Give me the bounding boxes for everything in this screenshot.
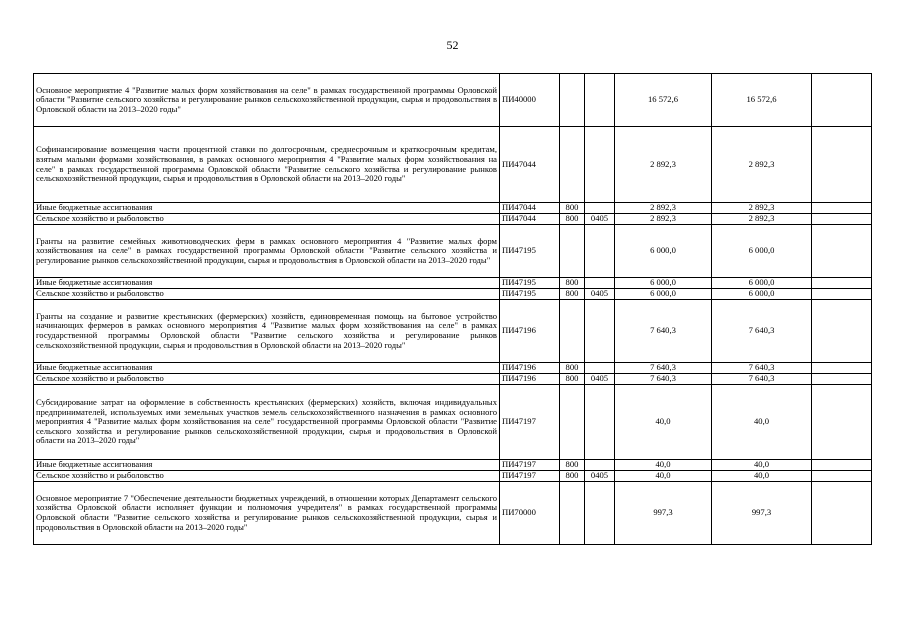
row-sum-2: 6 000,0 — [712, 278, 812, 289]
table-row — [34, 203, 872, 214]
row-vr: 800 — [560, 374, 585, 385]
row-code: ПИ70000 — [500, 482, 560, 545]
table-row — [34, 471, 872, 482]
row-code: ПИ47195 — [500, 278, 560, 289]
row-empty-cell — [812, 482, 872, 545]
table-row — [34, 482, 872, 545]
row-sum-1: 40,0 — [615, 471, 712, 482]
row-rz — [585, 127, 615, 203]
table-row — [34, 385, 872, 460]
row-vr: 800 — [560, 460, 585, 471]
row-sum-2: 7 640,3 — [712, 363, 812, 374]
row-sum-1: 7 640,3 — [615, 374, 712, 385]
row-code: ПИ47195 — [500, 225, 560, 278]
row-sum-1: 6 000,0 — [615, 225, 712, 278]
row-vr: 800 — [560, 203, 585, 214]
table-row — [34, 225, 872, 278]
row-sum-1: 7 640,3 — [615, 300, 712, 363]
row-code: ПИ40000 — [500, 74, 560, 127]
row-name: Иные бюджетные ассигнования — [34, 363, 500, 374]
row-rz — [585, 482, 615, 545]
row-sum-2: 7 640,3 — [712, 374, 812, 385]
row-sum-1: 16 572,6 — [615, 74, 712, 127]
row-empty-cell — [812, 225, 872, 278]
row-sum-2: 2 892,3 — [712, 203, 812, 214]
row-empty-cell — [812, 74, 872, 127]
row-empty-cell — [812, 460, 872, 471]
row-name: Основное мероприятие 4 "Развитие малых форм хозяйствования на селе" в рамках государственной программы Орловской области "Развитие сельского хозяйства и регулирование рынков сельскохозяйственной продукции, сырья и продовольствия в Орловской области на 2013–2020 годы" — [34, 74, 500, 127]
row-rz: 0405 — [585, 214, 615, 225]
row-sum-2: 997,3 — [712, 482, 812, 545]
row-sum-2: 40,0 — [712, 460, 812, 471]
row-code: ПИ47197 — [500, 460, 560, 471]
row-rz — [585, 385, 615, 460]
row-code: ПИ47195 — [500, 289, 560, 300]
row-sum-1: 40,0 — [615, 460, 712, 471]
row-rz — [585, 203, 615, 214]
row-vr — [560, 127, 585, 203]
row-sum-1: 6 000,0 — [615, 289, 712, 300]
row-code: ПИ47044 — [500, 127, 560, 203]
row-vr — [560, 74, 585, 127]
row-name: Субсидирование затрат на оформление в собственность крестьянских (фермерских) хозяйств, включая индивидуальных предпринимателей, используемых ими земельных участков земель сельскохозяйственного назначения в рамках основного мероприятия 4 "Развитие малых форм хозяйствования на селе" государственной программы Орловской области "Развитие сельского хозяйства и регулирование рынков сельскохозяйственной продукции, сырья и продовольствия в Орловской области на 2013–2020 годы" — [34, 385, 500, 460]
row-name: Сельское хозяйство и рыболовство — [34, 374, 500, 385]
table-row — [34, 460, 872, 471]
row-name: Основное мероприятие 7 "Обеспечение деятельности бюджетных учреждений, в отношении которых Департамент сельского хозяйства Орловской области исполняет функции и полномочия учредителя" в рамках государственной программы Орловской области "Развитие сельского хозяйства и регулирование рынков сельскохозяйственной продукции, сырья и продовольствия в Орловской области на 2013–2020 годы" — [34, 482, 500, 545]
row-vr — [560, 385, 585, 460]
row-sum-2: 2 892,3 — [712, 127, 812, 203]
row-name: Сельское хозяйство и рыболовство — [34, 471, 500, 482]
row-empty-cell — [812, 374, 872, 385]
row-sum-2: 2 892,3 — [712, 214, 812, 225]
row-empty-cell — [812, 471, 872, 482]
row-vr — [560, 482, 585, 545]
row-code: ПИ47197 — [500, 471, 560, 482]
row-name: Гранты на создание и развитие крестьянских (фермерских) хозяйств, единовременная помощь на бытовое устройство начинающих фермеров в рамках основного мероприятия 4 "Развитие малых форм хозяйствования на селе" в рамках государственной программы Орловской области "Развитие сельского хозяйства и регулирование рынков сельскохозяйственной продукции, сырья и продовольствия в Орловской области на 2013–2020 годы" — [34, 300, 500, 363]
row-code: ПИ47196 — [500, 363, 560, 374]
row-name: Иные бюджетные ассигнования — [34, 278, 500, 289]
table-row — [34, 363, 872, 374]
table-row — [34, 289, 872, 300]
row-empty-cell — [812, 300, 872, 363]
row-rz — [585, 460, 615, 471]
row-rz — [585, 300, 615, 363]
row-name: Сельское хозяйство и рыболовство — [34, 214, 500, 225]
row-rz: 0405 — [585, 471, 615, 482]
page-number: 52 — [446, 38, 459, 52]
row-vr: 800 — [560, 278, 585, 289]
row-code: ПИ47196 — [500, 374, 560, 385]
row-sum-2: 6 000,0 — [712, 289, 812, 300]
row-rz — [585, 363, 615, 374]
row-name: Иные бюджетные ассигнования — [34, 203, 500, 214]
row-sum-1: 997,3 — [615, 482, 712, 545]
row-empty-cell — [812, 203, 872, 214]
row-name: Иные бюджетные ассигнования — [34, 460, 500, 471]
table-row — [34, 278, 872, 289]
row-name: Гранты на развитие семейных животноводческих ферм в рамках основного мероприятия 4 "Развитие малых форм хозяйствования на селе" в рамках государственной программы Орловской области "Развитие сельского хозяйства и регулирование рынков сельскохозяйственной продукции, сырья и продовольствия в Орловской области на 2013–2020 годы" — [34, 225, 500, 278]
row-sum-1: 7 640,3 — [615, 363, 712, 374]
row-rz: 0405 — [585, 374, 615, 385]
row-vr: 800 — [560, 363, 585, 374]
row-sum-2: 6 000,0 — [712, 225, 812, 278]
row-sum-1: 6 000,0 — [615, 278, 712, 289]
row-sum-2: 40,0 — [712, 471, 812, 482]
row-empty-cell — [812, 214, 872, 225]
row-name: Софинансирование возмещения части процентной ставки по долгосрочным, среднесрочным и краткосрочным кредитам, взятым малыми формами хозяйствования, в рамках основного мероприятия 4 "Развитие малых форм хозяйствования на селе" в рамках государственной программы Орловской области "Развитие сельского хозяйства и регулирование рынков сельскохозяйственной продукции, сырья и продовольствия в Орловской области на 2013–2020 годы" — [34, 127, 500, 203]
table-row — [34, 74, 872, 127]
row-vr: 800 — [560, 214, 585, 225]
row-code: ПИ47196 — [500, 300, 560, 363]
row-sum-2: 7 640,3 — [712, 300, 812, 363]
row-empty-cell — [812, 278, 872, 289]
row-code: ПИ47044 — [500, 214, 560, 225]
row-empty-cell — [812, 289, 872, 300]
row-vr — [560, 225, 585, 278]
table-row — [34, 374, 872, 385]
table-row — [34, 127, 872, 203]
row-sum-1: 2 892,3 — [615, 127, 712, 203]
row-sum-1: 40,0 — [615, 385, 712, 460]
row-sum-1: 2 892,3 — [615, 203, 712, 214]
table-row — [34, 300, 872, 363]
row-sum-1: 2 892,3 — [615, 214, 712, 225]
row-rz — [585, 225, 615, 278]
row-vr: 800 — [560, 289, 585, 300]
table-row — [34, 214, 872, 225]
row-sum-2: 16 572,6 — [712, 74, 812, 127]
row-name: Сельское хозяйство и рыболовство — [34, 289, 500, 300]
row-vr: 800 — [560, 471, 585, 482]
row-empty-cell — [812, 363, 872, 374]
row-rz: 0405 — [585, 289, 615, 300]
row-sum-2: 40,0 — [712, 385, 812, 460]
row-rz — [585, 278, 615, 289]
row-vr — [560, 300, 585, 363]
row-code: ПИ47044 — [500, 203, 560, 214]
row-code: ПИ47197 — [500, 385, 560, 460]
row-empty-cell — [812, 127, 872, 203]
budget-table — [33, 73, 872, 545]
row-rz — [585, 74, 615, 127]
row-empty-cell — [812, 385, 872, 460]
